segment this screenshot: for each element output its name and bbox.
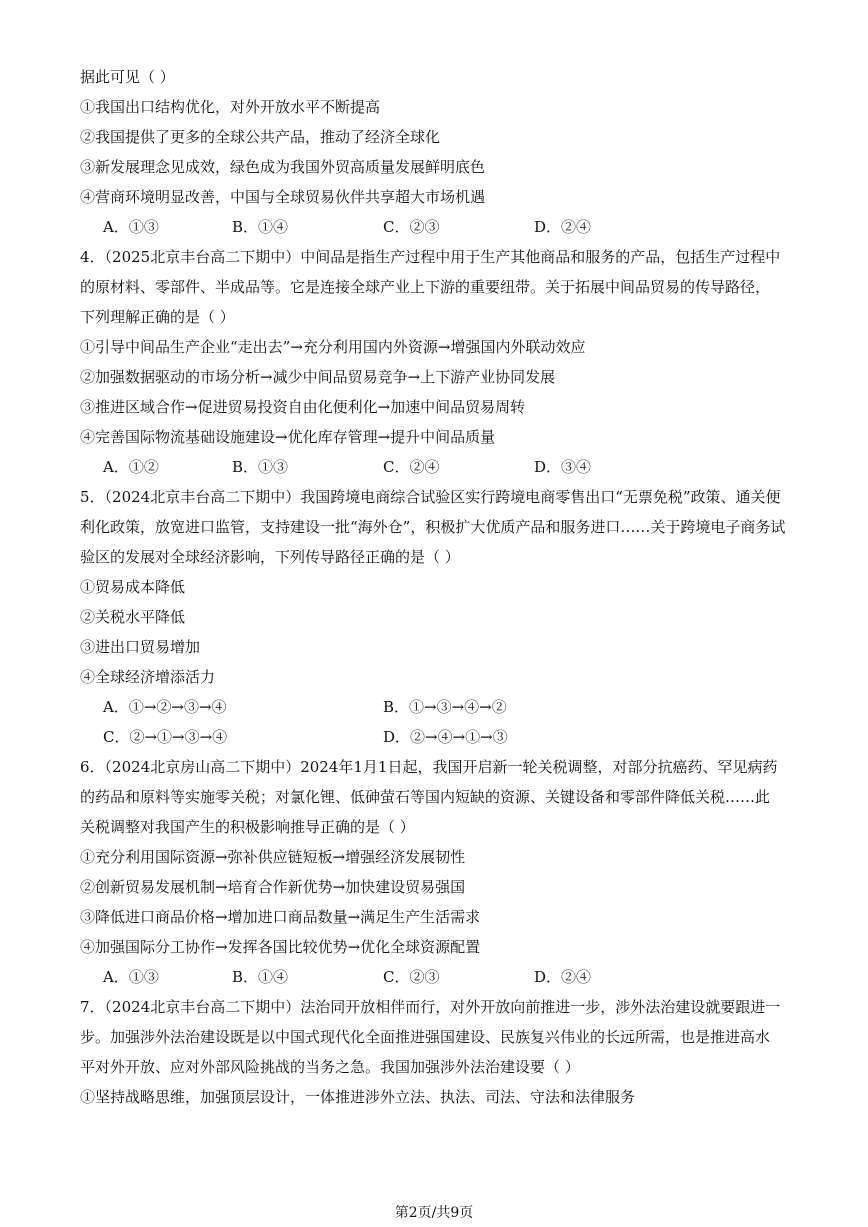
statement-item: ③进出口贸易增加 [80, 638, 201, 656]
statement-item: ①贸易成本降低 [80, 578, 186, 596]
question-stem: 验区的发展对全球经济影响，下列传导路径正确的是（ ） [80, 548, 460, 566]
page-number: 第2页/共9页 [394, 1205, 474, 1221]
question-stem: 步。加强涉外法治建设既是以中国式现代化全面推进强国建设、民族复兴伟业的长远所需，也是推进高水 [80, 1028, 771, 1046]
answer-option-a: A．①→②→③→④ [103, 698, 227, 716]
statement-item: ④完善国际物流基础设施建设→优化库存管理→提升中间品质量 [80, 428, 496, 446]
answer-option-d: D．②④ [534, 218, 592, 236]
question-stem: 的原材料、零部件、半成品等。它是连接全球产业上下游的重要纽带。关于拓展中间品贸易的传导路径， [80, 278, 771, 296]
answer-option-b: B．①④ [232, 218, 289, 236]
question-stem: 的药品和原料等实施零关税；对氯化锂、低砷萤石等国内短缺的资源、关键设备和零部件降低关税……此 [80, 788, 771, 806]
answer-option-a: A．①③ [103, 968, 159, 986]
answer-option-d: D．②④ [534, 968, 592, 986]
answer-option-c: C．②③ [383, 968, 440, 986]
answer-option-b: B．①③ [232, 458, 289, 476]
answer-option-b: B．①④ [232, 968, 289, 986]
statement-item: ①充分利用国际资源→弥补供应链短板→增强经济发展韧性 [80, 848, 466, 866]
statement-item: ①引导中间品生产企业“走出去”→充分利用国内外资源→增强国内外联动效应 [80, 338, 586, 356]
statement-item: ④加强国际分工协作→发挥各国比较优势→优化全球资源配置 [80, 938, 481, 956]
answer-option-c: C．②④ [383, 458, 440, 476]
answer-option-a: A．①② [103, 458, 159, 476]
answer-option-c: C．②→①→③→④ [103, 728, 228, 746]
question-stem: 利化政策，放宽进口监管，支持建设一批“海外仓”，积极扩大优质产品和服务进口……关于跨境电子商务试 [80, 518, 786, 536]
statement-item: ④全球经济增添活力 [80, 668, 216, 686]
answer-option-d: D．③④ [534, 458, 592, 476]
question-stem: 据此可见（ ） [80, 68, 175, 86]
statement-item: ②创新贸易发展机制→培育合作新优势→加快建设贸易强国 [80, 878, 466, 896]
statement-item: ④营商环境明显改善，中国与全球贸易伙伴共享超大市场机遇 [80, 188, 486, 206]
statement-item: ③新发展理念见成效，绿色成为我国外贸高质量发展鲜明底色 [80, 158, 486, 176]
statement-item: ②加强数据驱动的市场分析→减少中间品贸易竞争→上下游产业协同发展 [80, 368, 556, 386]
question-stem: 7．（2024北京丰台高二下期中）法治同开放相伴而行，对外开放向前推进一步，涉外法治建设就要跟进一 [80, 998, 781, 1016]
statement-item: ③推进区域合作→促进贸易投资自由化便利化→加速中间品贸易周转 [80, 398, 526, 416]
question-stem: 6．（2024北京房山高二下期中）2024年1月1日起，我国开启新一轮关税调整，对部分抗癌药、罕见病药 [80, 758, 778, 776]
answer-option-d: D．②→④→①→③ [383, 728, 508, 746]
answer-option-b: B．①→③→④→② [383, 698, 507, 716]
statement-item: ①我国出口结构优化，对外开放水平不断提高 [80, 98, 381, 116]
question-stem: 下列理解正确的是（ ） [80, 308, 235, 326]
statement-item: ③降低进口商品价格→增加进口商品数量→满足生产生活需求 [80, 908, 481, 926]
answer-option-a: A．①③ [103, 218, 159, 236]
statement-item: ①坚持战略思维，加强顶层设计，一体推进涉外立法、执法、司法、守法和法律服务 [80, 1088, 636, 1106]
question-stem: 5．（2024北京丰台高二下期中）我国跨境电商综合试验区实行跨境电商零售出口“无票免税”政策、通关便 [80, 488, 781, 506]
question-stem: 关税调整对我国产生的积极影响推导正确的是（ ） [80, 818, 415, 836]
question-stem: 4．（2025北京丰台高二下期中）中间品是指生产过程中用于生产其他商品和服务的产品，包括生产过程中 [80, 248, 781, 266]
question-stem: 平对外开放、应对外部风险挑战的当务之急。我国加强涉外法治建设要（ ） [80, 1058, 580, 1076]
answer-option-c: C．②③ [383, 218, 440, 236]
statement-item: ②关税水平降低 [80, 608, 186, 626]
statement-item: ②我国提供了更多的全球公共产品，推动了经济全球化 [80, 128, 441, 146]
